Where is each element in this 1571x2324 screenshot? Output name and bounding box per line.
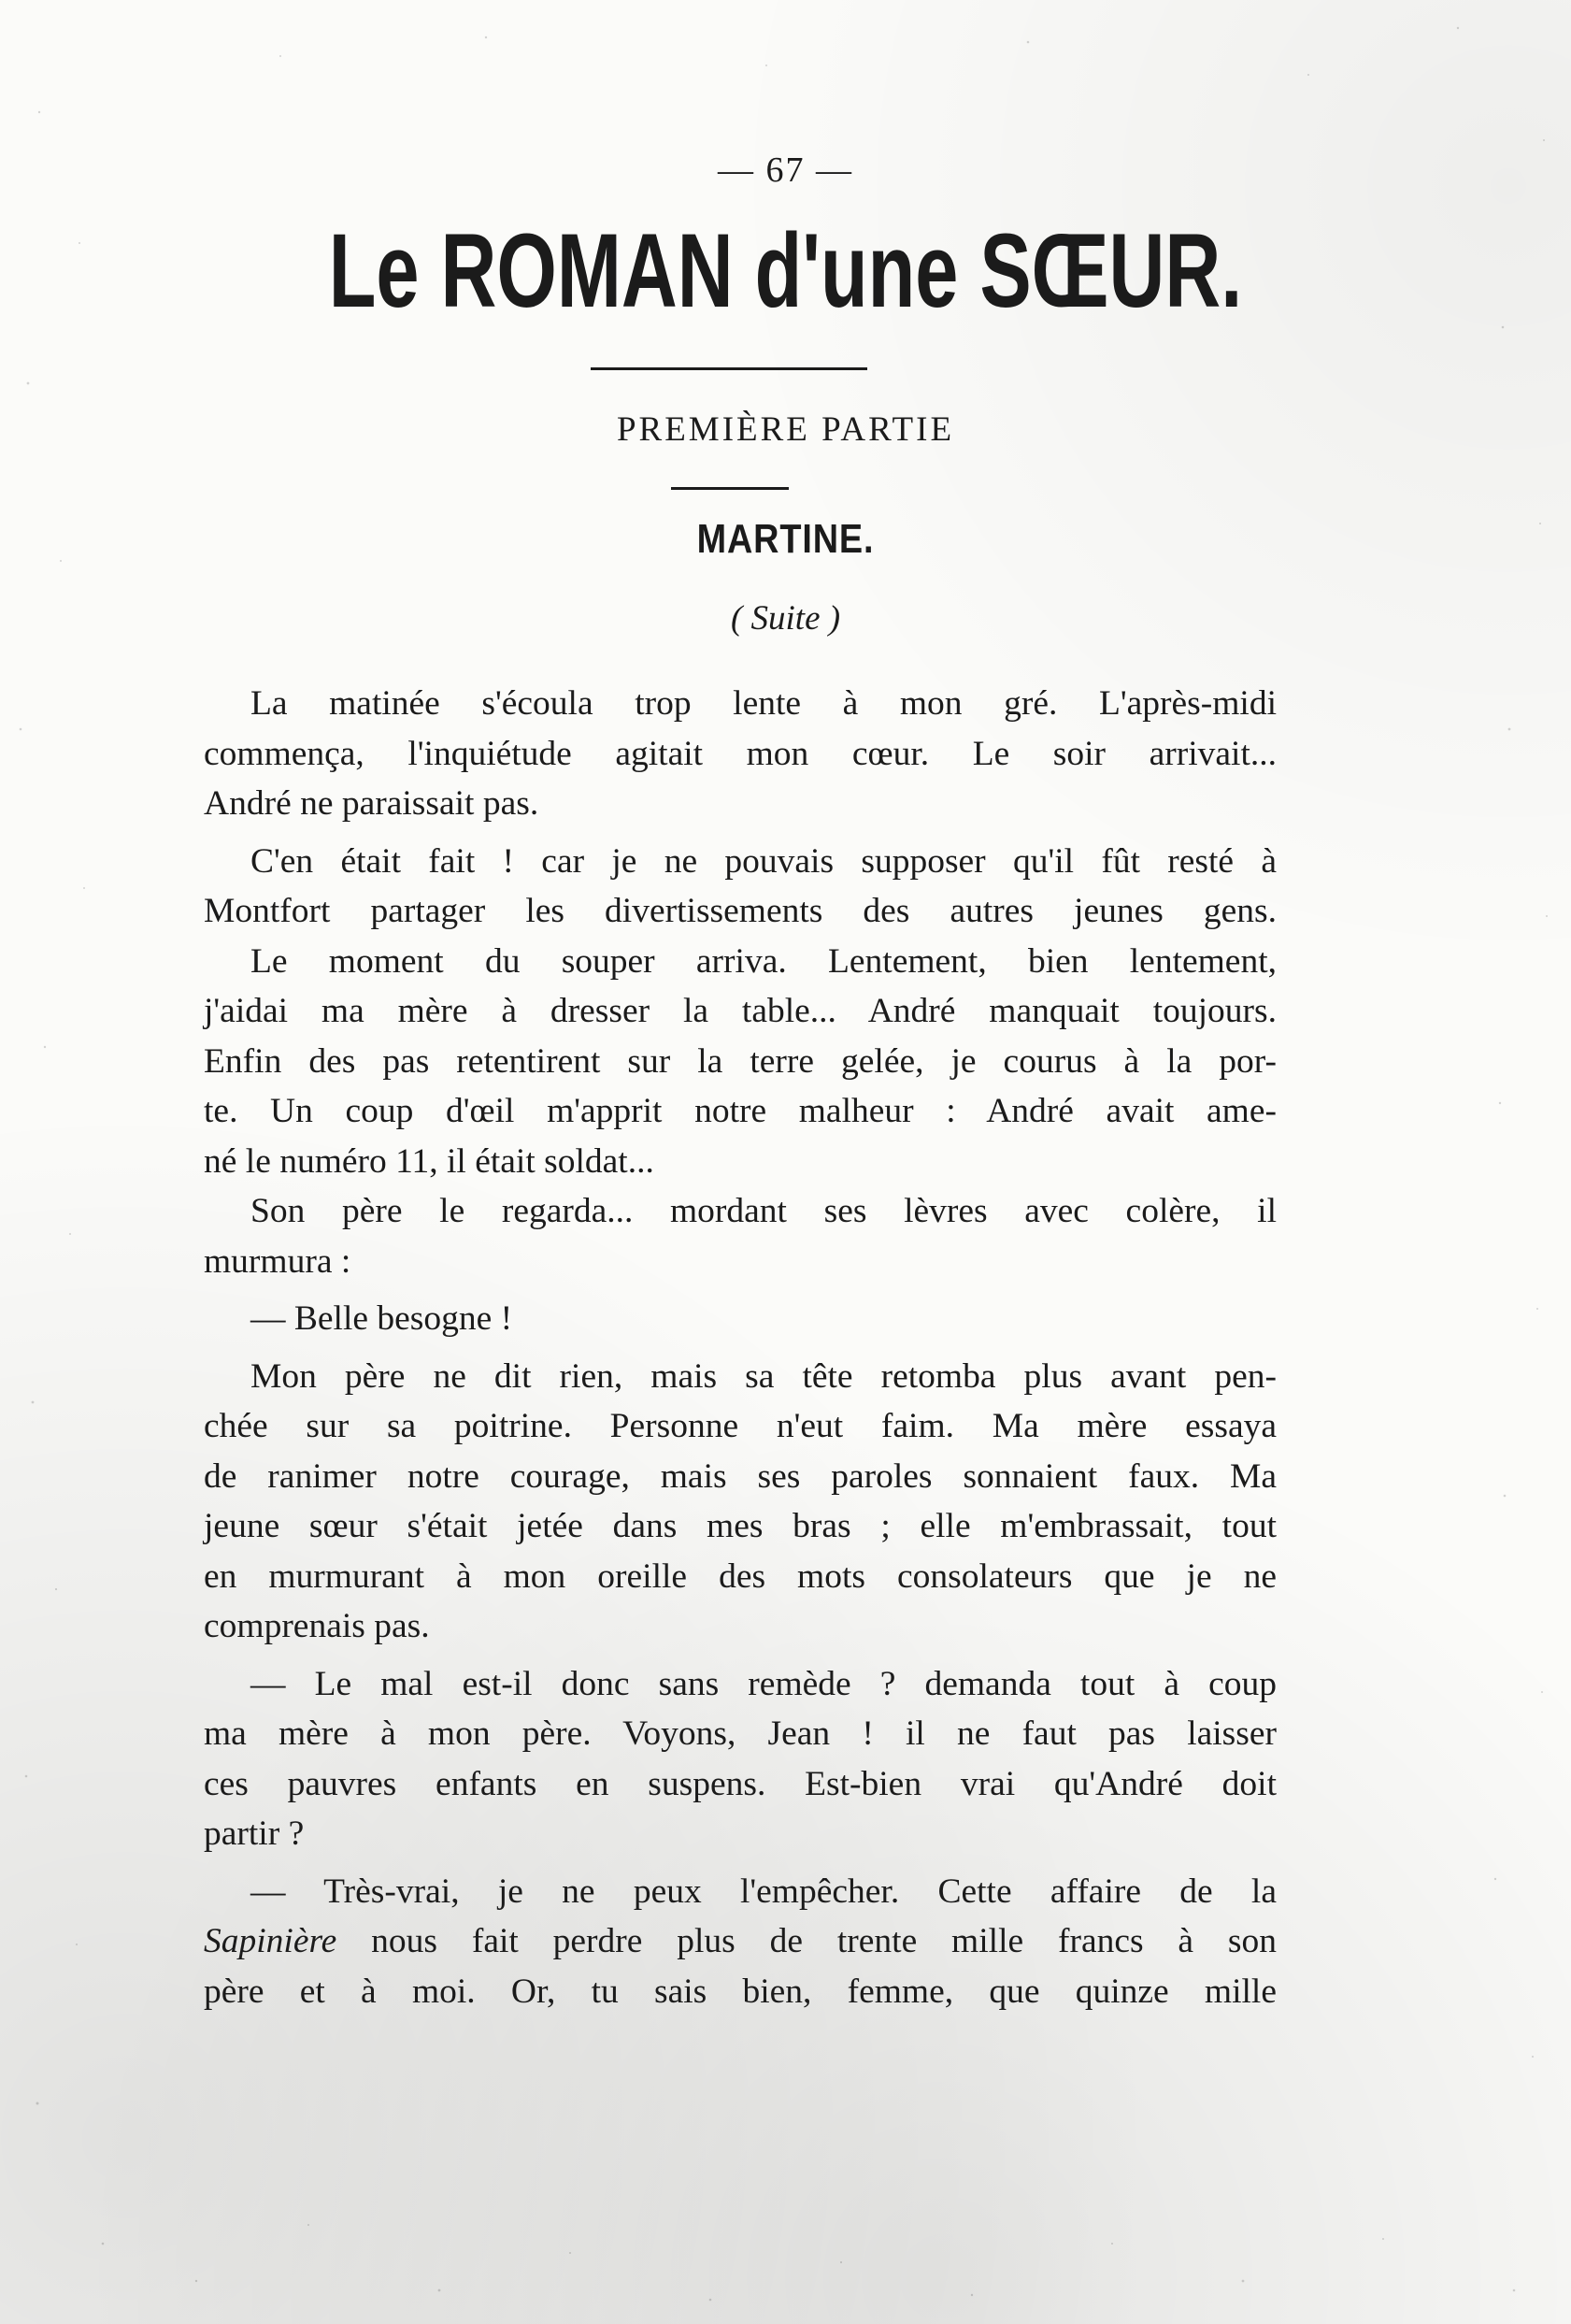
text-line: de ranimer notre courage, mais ses paroles sonnaient faux. Ma — [204, 1456, 1277, 1496]
text-line: C'en était fait ! car je ne pouvais supposer qu'il fût resté à — [250, 841, 1277, 881]
text-line: murmura : — [204, 1241, 351, 1281]
text-line: te. Un coup d'œil m'apprit notre malheur : André avait ame- — [204, 1092, 1277, 1130]
text-line: Enfin des pas retentirent sur la terre gelée, je courus à la por- — [204, 1041, 1277, 1081]
text-line: né le numéro 11, il était soldat... — [204, 1141, 654, 1181]
text-line: — Belle besogne ! — [250, 1299, 513, 1338]
text-line: — Très-vrai, je ne peux l'empêcher. Cette affaire de la — [250, 1872, 1277, 1911]
text-line: Son père le regarda... mordant ses lèvres avec colère, il — [250, 1192, 1277, 1230]
text-line: ces pauvres enfants en suspens. Est-bien vrai qu'André doit — [204, 1764, 1277, 1803]
book-title: Le ROMAN d'une SŒUR. — [328, 212, 1243, 329]
text-line: j'aidai ma mère à dresser la table... André manquait toujours. — [204, 992, 1277, 1030]
text-line: Mon père ne dit rien, mais sa tête retomba plus avant pen- — [250, 1356, 1277, 1396]
text-line: père et à moi. Or, tu sais bien, femme, que quinze mille — [204, 1972, 1277, 2011]
text-line: en murmurant à mon oreille des mots consolateurs que je ne — [204, 1557, 1277, 1596]
text-line: partir ? — [204, 1815, 305, 1853]
text-line: Le moment du souper arriva. Lentement, bien lentement, — [250, 941, 1277, 981]
text-line: André ne paraissait pas. — [204, 784, 539, 823]
page-number: — 67 — — [718, 151, 853, 190]
text-line: jeune sœur s'était jetée dans mes bras ; elle m'embrassait, tout — [204, 1507, 1277, 1545]
text-line: ma mère à mon père. Voyons, Jean ! il ne faut pas laisser — [204, 1714, 1277, 1753]
text-line: — Le mal est-il donc sans remède ? demanda tout à coup — [250, 1664, 1277, 1703]
text-line: Sapinière nous fait perdre plus de trente mille francs à son — [204, 1922, 1277, 1960]
text-line: comprenais pas. — [204, 1607, 430, 1645]
part-divider — [671, 487, 789, 490]
body-text — [204, 679, 1277, 2016]
chapter-heading: MARTINE. — [696, 516, 875, 562]
text-line: chée sur sa poitrine. Personne n'eut faim. Ma mère essaya — [204, 1407, 1277, 1445]
text-line: commença, l'inquiétude agitait mon cœur. Le soir arrivait... — [204, 734, 1277, 773]
italic-place-name: Sapinière — [204, 1922, 337, 1960]
continuation-note: ( Suite ) — [730, 599, 841, 638]
text-line: La matinée s'écoula trop lente à mon gré. L'après-midi — [250, 684, 1277, 723]
title-divider — [591, 367, 867, 370]
part-heading: PREMIÈRE PARTIE — [616, 410, 955, 449]
text-line: Montfort partager les divertissements des autres jeunes gens. — [204, 892, 1277, 930]
